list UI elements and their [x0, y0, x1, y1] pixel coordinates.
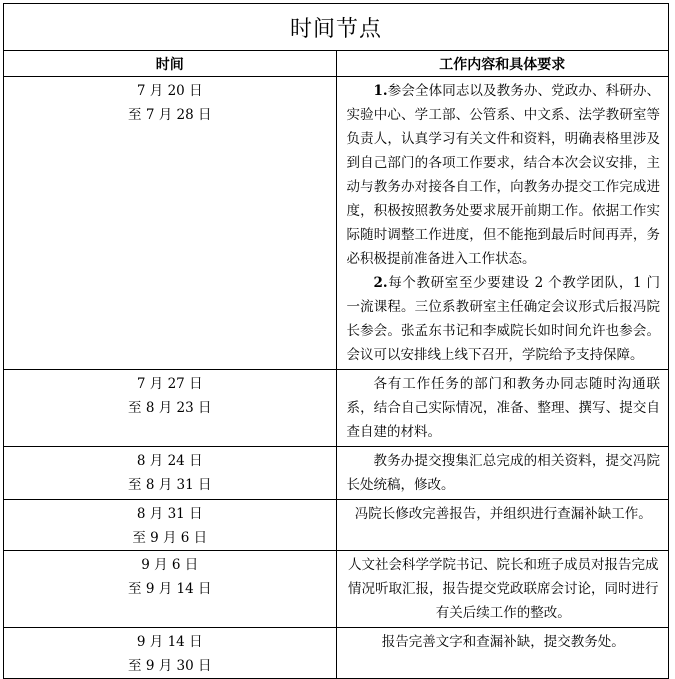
content-cell — [336, 500, 669, 551]
header-content: 工作内容和具体要求 — [336, 51, 669, 77]
time-start: 8 月 31 日 — [136, 506, 203, 522]
schedule-table — [3, 3, 669, 679]
time-start: 9 月 6 日 — [141, 557, 199, 573]
table-row — [4, 551, 669, 628]
content-paragraph — [347, 271, 661, 367]
paragraph-text: 参会全体同志以及教务办、党政办、科研办、实验中心、学工部、公管系、中文系、法学教研室等负责人，认真学习有关文件和资料，明确表格里涉及到自己部门的各项工作要求，结合本次会议安排，主动与教务办对接各自工作，向教务办提交工作完成进度，积极按照教务处要求展开前期工作。依据工作实际随时调整工作进度，但不能拖到最后时间再弄，务必积极提前准备进入工作状态。 — [346, 83, 660, 267]
table-row — [4, 628, 669, 679]
table-row — [4, 500, 669, 551]
time-end: 至 9 月 6 日 — [132, 530, 208, 546]
content-cell — [336, 551, 669, 628]
paragraph-number: 1. — [373, 83, 388, 99]
content-text: 教务办提交搜集汇总完成的相关资料，提交冯院长处统稿，修改。 — [346, 453, 660, 493]
content-cell — [336, 77, 669, 370]
time-start: 8 月 24 日 — [136, 453, 203, 469]
table-title: 时间节点 — [4, 4, 669, 51]
content-cell — [336, 628, 669, 679]
content-text: 报告完善文字和查漏补缺，提交教务处。 — [381, 634, 625, 650]
paragraph-text: 每个教研室至少要建设 2 个教学团队，1 门一流课程。三位系教研室主任确定会议形式后报冯院长参会。张孟东书记和李威院长如时间允许也参会。会议可以安排线上线下召开，学院给予支持保障。 — [346, 275, 660, 363]
table-row — [4, 77, 669, 370]
content-text: 人文社会科学学院书记、院长和班子成员对报告完成情况听取汇报，报告提交党政联席会讨论，同时进行有关后续工作的整改。 — [348, 557, 659, 621]
time-end: 至 9 月 14 日 — [128, 581, 212, 597]
title-row — [4, 4, 669, 51]
time-end: 至 8 月 23 日 — [128, 400, 212, 416]
time-start: 7 月 27 日 — [136, 376, 203, 392]
time-cell — [4, 551, 337, 628]
time-end: 至 9 月 30 日 — [128, 658, 212, 674]
content-paragraph — [347, 79, 661, 271]
time-cell — [4, 77, 337, 370]
time-cell — [4, 500, 337, 551]
content-text: 各有工作任务的部门和教务办同志随时沟通联系，结合自己实际情况，准备、整理、撰写、提交自查自建的材料。 — [346, 376, 660, 440]
time-end: 至 7 月 28 日 — [128, 107, 212, 123]
table-row — [4, 447, 669, 500]
table-row — [4, 370, 669, 447]
time-start: 9 月 14 日 — [136, 634, 203, 650]
time-end: 至 8 月 31 日 — [128, 477, 212, 493]
header-row — [4, 51, 669, 77]
content-text: 冯院长修改完善报告，并组织进行查漏补缺工作。 — [354, 506, 652, 522]
header-time: 时间 — [4, 51, 337, 77]
time-cell — [4, 370, 337, 447]
content-cell — [336, 370, 669, 447]
time-cell — [4, 628, 337, 679]
schedule-document — [3, 3, 669, 674]
paragraph-number: 2. — [373, 275, 388, 291]
time-cell — [4, 447, 337, 500]
content-cell — [336, 447, 669, 500]
time-start: 7 月 20 日 — [136, 83, 203, 99]
